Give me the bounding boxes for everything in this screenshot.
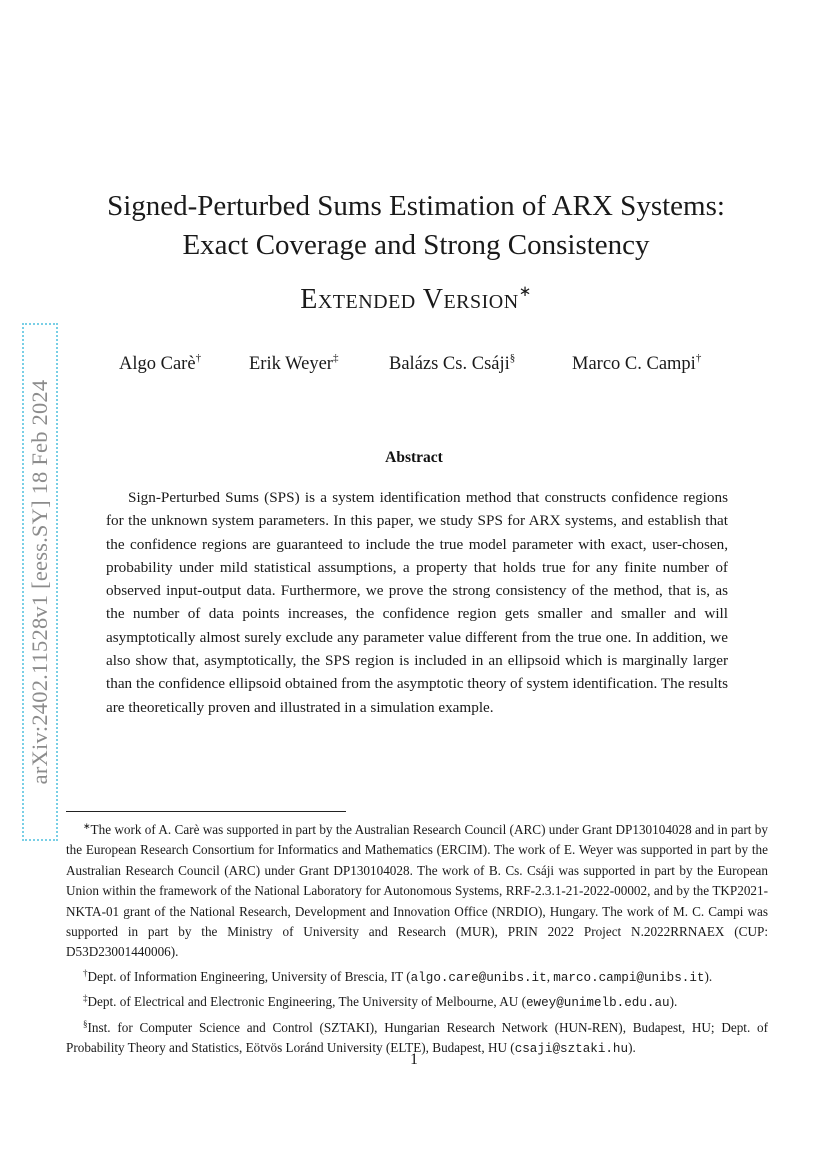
author-name: Balázs Cs. Csáji [389, 354, 510, 374]
author-3 [389, 352, 515, 375]
page-number: 1 [410, 1051, 418, 1068]
arxiv-identifier[interactable]: arXiv:2402.11528v1 [eess.SY] 18 Feb 2024 [27, 379, 52, 785]
funding-footnote [66, 816, 768, 963]
separator: , [546, 968, 554, 984]
footnote-rule [66, 811, 346, 812]
affiliation-footnote-1 [66, 963, 768, 988]
affiliation-end: ). [704, 968, 713, 984]
affiliation-end: ). [628, 1040, 636, 1056]
author-2 [249, 352, 338, 375]
title-line-1: Signed-Perturbed Sums Estimation of ARX Systems: [107, 190, 725, 222]
affiliation-text: Dept. of Electrical and Electronic Engineering, The University of Melbourne, AU ( [87, 994, 526, 1010]
author-list [0, 352, 828, 378]
author-name: Marco C. Campi [572, 354, 696, 374]
footnotes [66, 816, 768, 1059]
author-4 [572, 352, 701, 375]
footnote-mark: § [83, 1018, 88, 1029]
author-mark: ‡ [332, 352, 339, 364]
paper-subtitle [60, 282, 772, 316]
affiliation-text: Dept. of Information Engineering, University of Brescia, IT ( [87, 968, 411, 984]
author-1 [119, 352, 201, 375]
footnote-mark: ∗ [83, 821, 91, 831]
author-mark: † [195, 352, 202, 364]
footnote-mark: ‡ [83, 993, 88, 1004]
email-link[interactable]: csaji@sztaki.hu [514, 1042, 629, 1057]
email-link[interactable]: algo.care@unibs.it [410, 970, 547, 985]
author-mark: † [695, 352, 702, 364]
arxiv-stamp [22, 323, 58, 841]
subtitle-text: Extended Version [300, 284, 519, 315]
paper-title [60, 187, 772, 265]
affiliation-text: Inst. for Computer Science and Control (SZTAKI), Hungarian Research Network (HUN-REN), Budapest, HU; Dept. of Probability Theory and Statistics, Eötvös Loránd University (ELTE), Budapest, HU ( [66, 1019, 768, 1056]
subtitle-footnote-mark: ∗ [518, 284, 532, 300]
affiliation-end: ). [669, 994, 678, 1010]
abstract-body: Sign-Perturbed Sums (SPS) is a system identification method that constructs confidence regions for the unknown system parameters. In this paper, we study SPS for ARX systems, and establish that the confidence regions are guaranteed to include the true model parameter with exact, user-chosen, probability under mild statistical assumptions, a property that holds true for any finite number of observed input-output data. Furthermore, we prove the strong consistency of the method, that is, as the number of data points increases, the confidence region gets smaller and smaller and will asymptotically almost surely exclude any parameter value different from the true one. In addition, we also show that, asymptotically, the SPS region is included in an ellipsoid which is marginally larger than the confidence ellipsoid obtained from the asymptotic theory of system identification. The results are theoretically proven and illustrated in a simulation example. [106, 489, 728, 716]
funding-text: The work of A. Carè was supported in part by the Australian Research Council (ARC) under Grant DP130104028 and in part by the European Research Consortium for Informatics and Mathematics (ERCIM). The work of E. Weyer was supported in part by the Australian Research Council (ARC) under Grant DP130104028. The work of B. Cs. Csáji was supported in part by the European Union within the framework of the National Laboratory for Autonomous Systems, RRF-2.3.1-21-2022-00002, and by the TKP2021-NKTA-01 grant of the National Research, Development and Innovation Office (NRDIO), Hungary. The work of M. C. Campi was supported in part by the Ministry of University and Research (MUR), PRIN 2022 Project N.2022RRNAEX (CUP: D53D23001440006). [66, 822, 768, 960]
title-line-2: Exact Coverage and Strong Consistency [182, 229, 650, 261]
email-link[interactable]: ewey@unimelb.edu.au [525, 996, 670, 1011]
abstract-heading: Abstract [385, 449, 443, 466]
author-mark: § [509, 352, 516, 364]
email-link[interactable]: marco.campi@unibs.it [553, 970, 705, 985]
author-name: Algo Carè [119, 354, 196, 374]
footnote-mark: † [83, 967, 88, 978]
affiliation-footnote-2 [66, 988, 768, 1013]
author-name: Erik Weyer [249, 354, 333, 374]
